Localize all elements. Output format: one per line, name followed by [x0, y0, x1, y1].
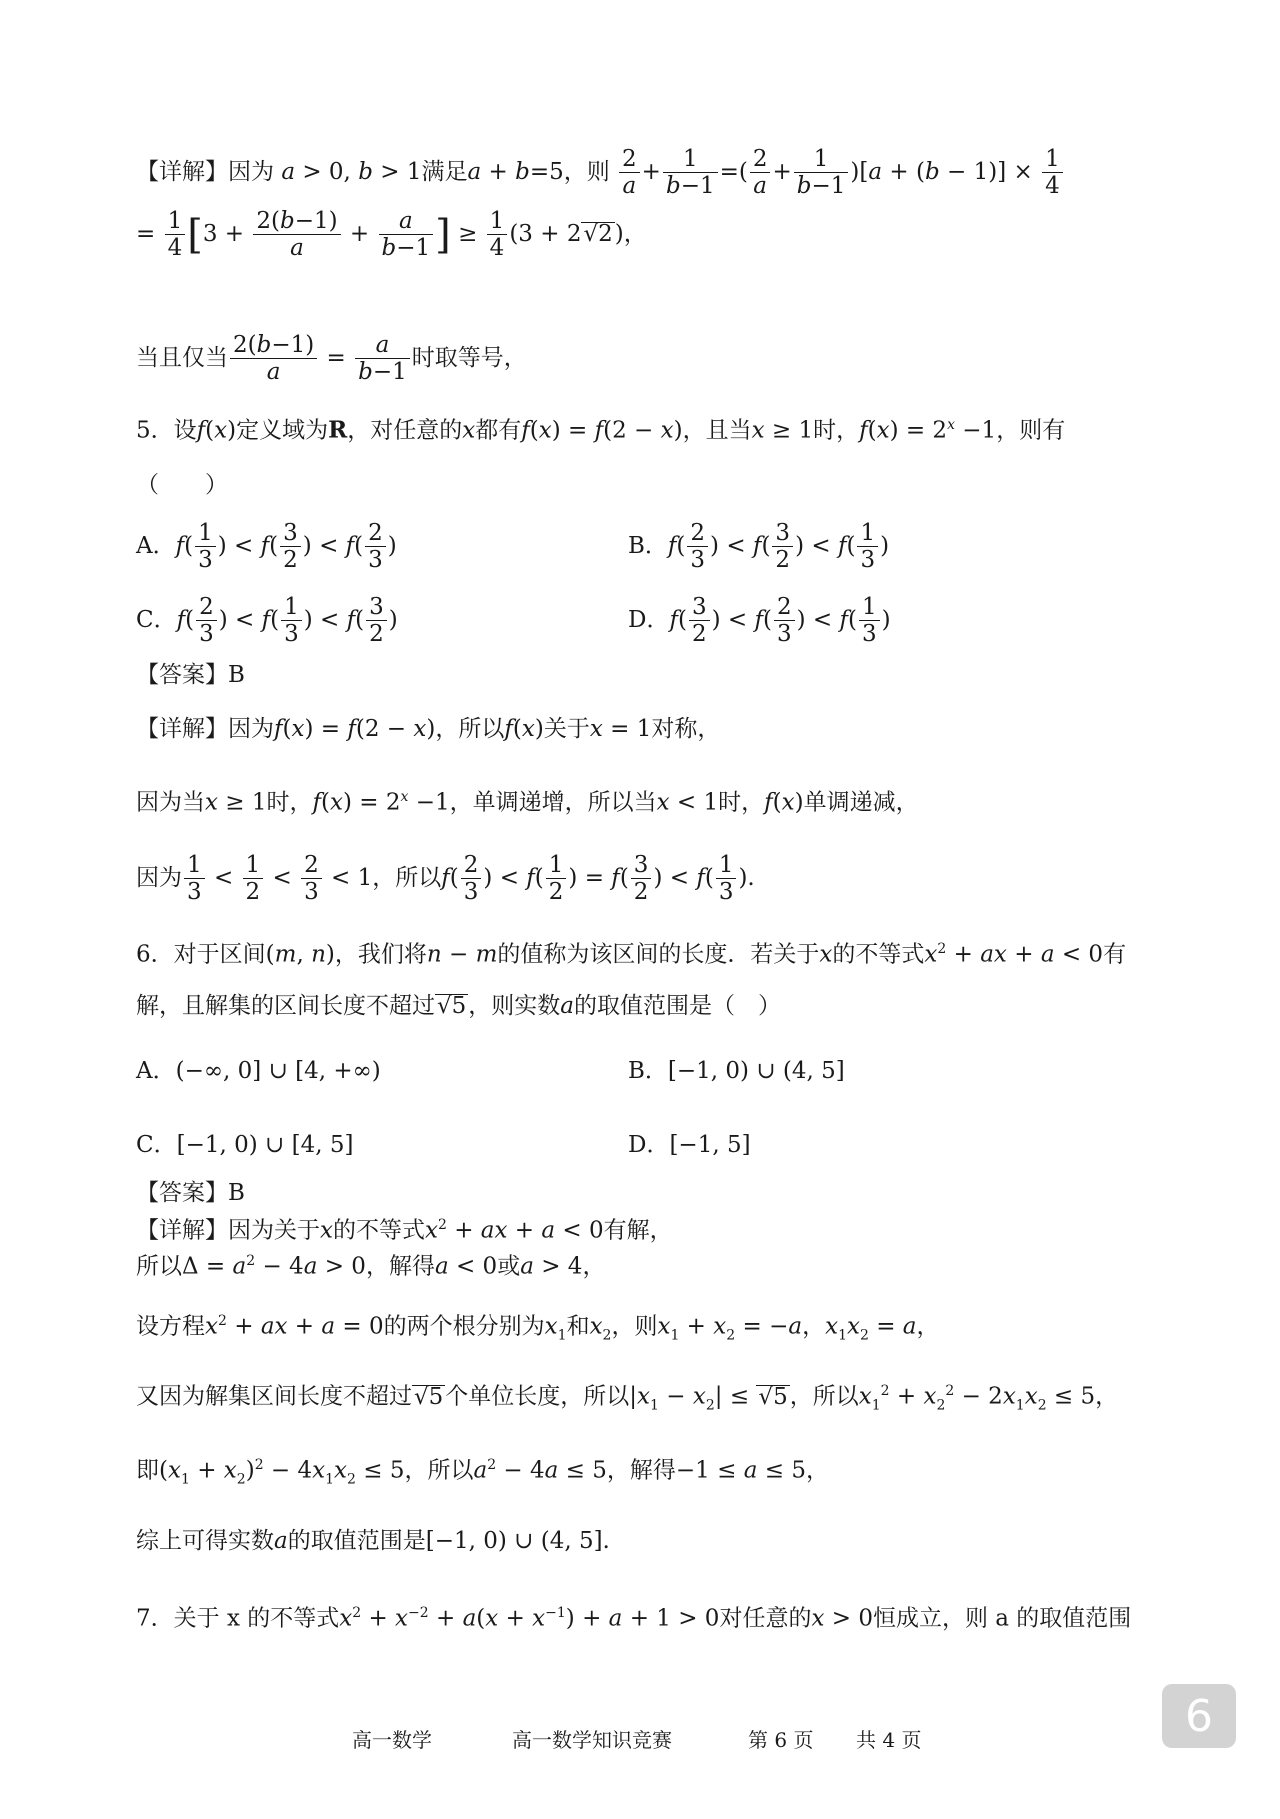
- q5-detail-1: 【详解】因为f(x) = f(2 − x)，所以f(x)关于x = 1对称，: [136, 716, 721, 742]
- q6-detail-1: 【详解】因为关于x的不等式$x^2$ + ax + a < 0有解，: [136, 1217, 673, 1244]
- q7-stem: 7．关于 x 的不等式$x^2 + x^{-2} + a(x + x^{-1}) + a + 1 > 0$对任意的x > 0恒成立，则 a 的取值范围: [136, 1605, 1132, 1632]
- page-number-badge: 6: [1162, 1684, 1236, 1748]
- q6-option-d[interactable]: D．[−1, 5]: [628, 1132, 751, 1158]
- q5-detail-3: 因为 $\frac{1}{3}$ < $\frac{1}{2}$ < $\frac{2}{3}$ < 1，所以f( $\frac{2}{3}$ ) < f( $\frac{1}{2}$ ) = f( $\frac{3}{2}$ ) < f( $\frac{1}{3}$ ).: [136, 852, 755, 906]
- q6-answer: 【答案】B: [136, 1180, 245, 1206]
- footer-total: 共 4 页: [856, 1728, 922, 1752]
- q5-detail-2: 因为当x ≥ 1时，$f(x) = 2^x -1$，单调递增，所以当x < 1时，f(x)单调递减，: [136, 789, 919, 816]
- footer-subject: 高一数学: [352, 1728, 432, 1752]
- q6-detail-4: 又因为解集区间长度不超过√5个单位长度，所以$|x_1 - x_2| \le √5$，所以$x_1^2 + x_2^2 - 2x_1x_2 \le 5$，: [136, 1383, 1119, 1414]
- intro-line-1: 【详解】因为 a > 0, b > 1满足a + b=5，则 $\frac{2}{a}$ + $\frac{1}{b-1}$ =( $\frac{2}{a}$ + $\frac{1}{b-1}$ )[a + (b − 1)] × $\frac{1}{4}$: [136, 146, 1065, 200]
- detail-tag: 【详解】: [136, 158, 228, 185]
- q6-stem-2: 解，且解集的区间长度不超过√5，则实数a的取值范围是（ ）: [136, 993, 782, 1019]
- q5-option-d[interactable]: D．f( $\frac{3}{2}$ ) < f( $\frac{2}{3}$ ) < f( $\frac{1}{3}$ ): [628, 594, 891, 648]
- q5-option-b[interactable]: B．f( $\frac{2}{3}$ ) < f( $\frac{3}{2}$ ) < f( $\frac{1}{3}$ ): [628, 520, 890, 574]
- q5-option-c[interactable]: C．f( $\frac{2}{3}$ ) < f( $\frac{1}{3}$ ) < f( $\frac{3}{2}$ ): [136, 594, 398, 648]
- q6-stem-1: 6．对于区间(m, n)，我们将n − m的值称为该区间的长度．若关于x的不等式$x^2$ + ax + a < 0有: [136, 941, 1127, 968]
- q5-stem: 5．设f(x)定义域为R，对任意的x都有f(x) = f(2 − x)，且当x ≥ 1时，$f(x) = 2^x -1$，则有: [136, 416, 1066, 444]
- q6-detail-3: 设方程$x^2$ + ax + a = 0的两个根分别为$x_1$和$x_2$，则$x_1 + x_2 = -a$，$x_1x_2 = a$，: [136, 1313, 940, 1344]
- q6-detail-2: 所以$\Delta = a^2 - 4a > 0$，解得a < 0或a > 4，: [136, 1253, 606, 1280]
- q5-answer: 【答案】B: [136, 662, 245, 688]
- q5-paren: （ ）: [136, 472, 228, 498]
- q6-option-c[interactable]: C．[−1, 0) ∪ [4, 5]: [136, 1132, 354, 1158]
- q6-option-b[interactable]: B．[−1, 0) ∪ (4, 5]: [628, 1058, 845, 1084]
- q6-detail-6: 综上可得实数a的取值范围是[−1, 0) ∪ (4, 5].: [136, 1528, 610, 1554]
- q6-detail-5: 即$(x_1 + x_2)^2 - 4x_1x_2 \le 5$，所以$a^2 - 4a \le 5$，解得−1 ≤ a ≤ 5，: [136, 1457, 829, 1488]
- intro-line-2: = $\frac{1}{4}$ [3 + $\frac{2(b-1)}{a}$ + $\frac{a}{b-1}$ ] ≥ $\frac{1}{4}$ (3 + 2√2)，: [136, 208, 647, 262]
- q6-option-a[interactable]: A．(−∞, 0] ∪ [4, +∞): [136, 1058, 381, 1084]
- footer-contest: 高一数学知识竞赛: [512, 1728, 672, 1752]
- intro-line-3: 当且仅当 $\frac{2(b-1)}{a}$ = $\frac{a}{b-1}$ 时取等号，: [136, 332, 527, 386]
- footer-page: 第 6 页: [748, 1728, 814, 1752]
- q5-option-a[interactable]: A．f( $\frac{1}{3}$ ) < f( $\frac{3}{2}$ ) < f( $\frac{2}{3}$ ): [136, 520, 397, 574]
